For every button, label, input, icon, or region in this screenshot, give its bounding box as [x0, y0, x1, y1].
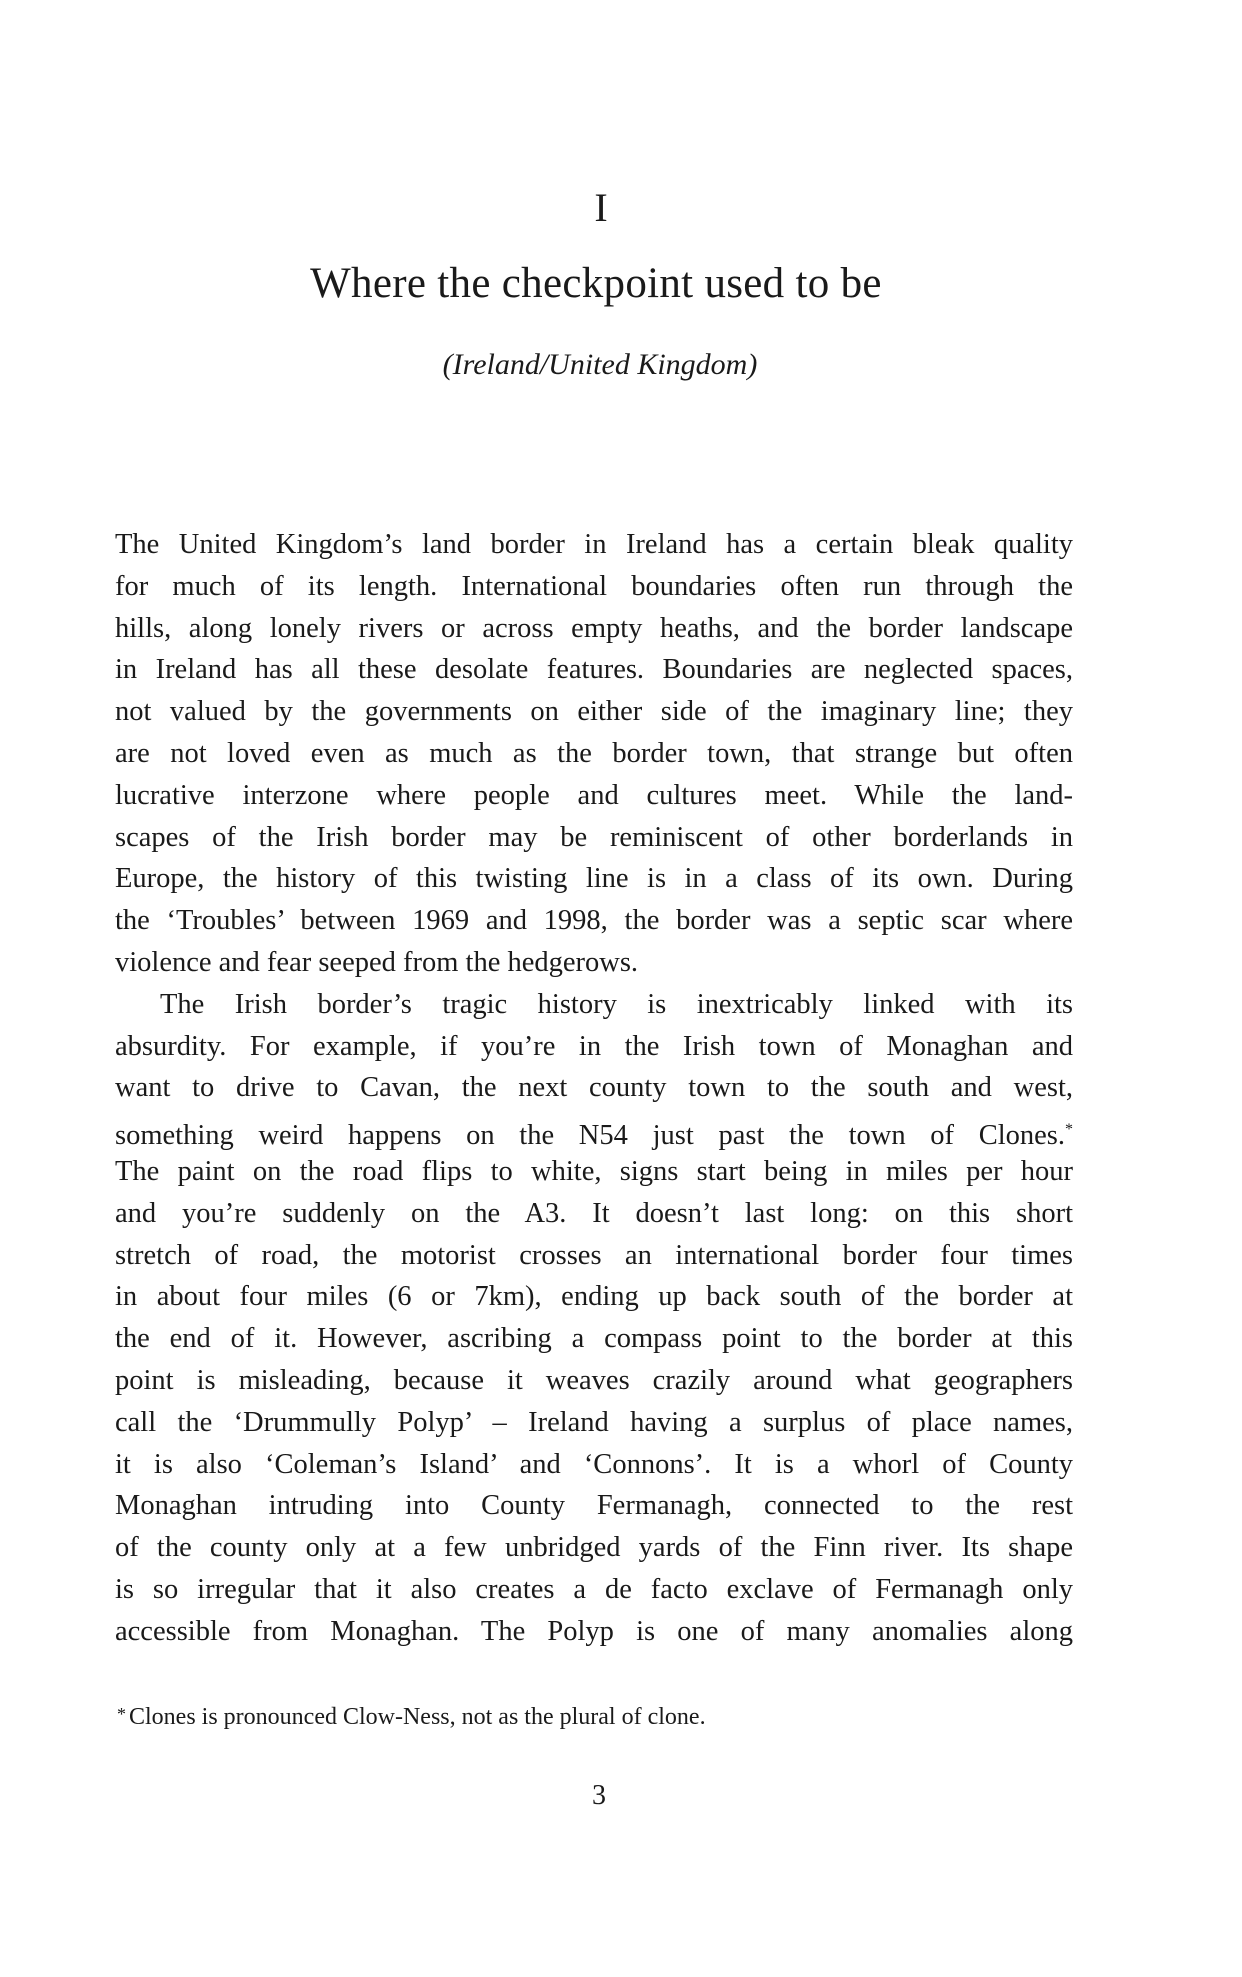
paragraph-1: [115, 524, 1073, 984]
text-line: something weird happens on the N54 just past the town of Clones.: [115, 1120, 1065, 1152]
text-line-with-footnote: [115, 1109, 1073, 1151]
text-line: it is also ‘Coleman’s Island’ and ‘Connons’. It is a whorl of County: [115, 1448, 1073, 1480]
text-line: for much of its length. International boundaries often run through the: [115, 570, 1073, 602]
page-number: 3: [592, 1780, 606, 1811]
chapter-subtitle: (Ireland/United Kingdom): [442, 348, 758, 381]
footnote: [117, 1699, 706, 1732]
chapter-number: I: [594, 185, 608, 230]
text-line: stretch of road, the motorist crosses an international border four times: [115, 1239, 1073, 1271]
text-line: and you’re suddenly on the A3. It doesn’t last long: on this short: [115, 1197, 1073, 1229]
text-line: point is misleading, because it weaves crazily around what geographers: [115, 1364, 1073, 1396]
text-line: scapes of the Irish border may be reminiscent of other borderlands in: [115, 821, 1073, 853]
text-line: hills, along lonely rivers or across empty heaths, and the border landscape: [115, 612, 1073, 644]
footnote-asterisk: *: [117, 1704, 126, 1724]
text-line: lucrative interzone where people and cultures meet. While the land-: [115, 779, 1073, 811]
text-line: The United Kingdom’s land border in Ireland has a certain bleak quality: [115, 529, 1073, 560]
text-line: of the county only at a few unbridged yards of the Finn river. Its shape: [115, 1532, 1073, 1564]
footnote-text: Clones is pronounced Clow-Ness, not as the plural of clone.: [129, 1704, 706, 1730]
body-text: [115, 524, 1073, 1653]
text-line: in about four miles (6 or 7km), ending up back south of the border at: [115, 1281, 1073, 1313]
text-line: the end of it. However, ascribing a compass point to the border at this: [115, 1323, 1073, 1355]
text-line: the ‘Troubles’ between 1969 and 1998, the border was a septic scar where: [115, 905, 1073, 937]
text-line: violence and fear seeped from the hedgerows.: [115, 946, 639, 978]
text-line: not valued by the governments on either side of the imaginary line; they: [115, 696, 1073, 728]
text-line: absurdity. For example, if you’re in the Irish town of Monaghan and: [115, 1030, 1073, 1062]
text-line: Europe, the history of this twisting line is in a class of its own. During: [115, 863, 1073, 895]
text-line: The paint on the road flips to white, signs start being in miles per hour: [115, 1155, 1073, 1187]
chapter-title: Where the checkpoint used to be: [310, 260, 882, 307]
footnote-reference: *: [1065, 1121, 1073, 1139]
paragraph-2: [115, 984, 1073, 1653]
text-line: are not loved even as much as the border town, that strange but often: [115, 737, 1073, 769]
text-line: in Ireland has all these desolate features. Boundaries are neglected spaces,: [115, 654, 1073, 686]
text-line: is so irregular that it also creates a de facto exclave of Fermanagh only: [115, 1573, 1073, 1605]
text-line: The Irish border’s tragic history is inextricably linked with its: [160, 988, 1073, 1020]
text-line: accessible from Monaghan. The Polyp is one of many anomalies along: [115, 1615, 1073, 1647]
text-line: call the ‘Drummully Polyp’ – Ireland having a surplus of place names,: [115, 1406, 1073, 1438]
text-line: want to drive to Cavan, the next county town to the south and west,: [115, 1072, 1073, 1104]
text-line: Monaghan intruding into County Fermanagh, connected to the rest: [115, 1490, 1073, 1522]
